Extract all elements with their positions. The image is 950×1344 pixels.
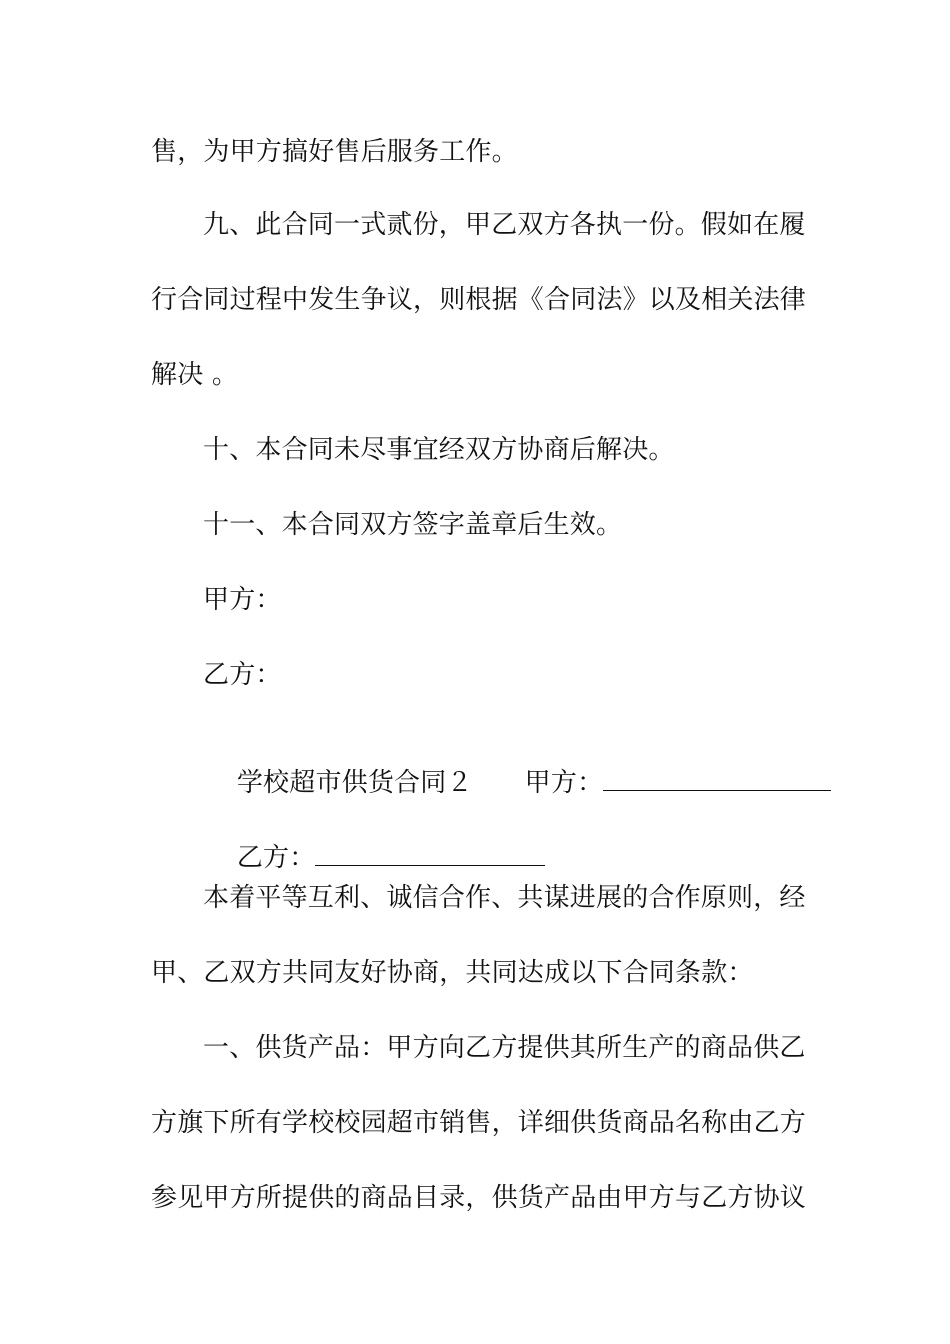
contract-2-title: 学校超市供货合同２: [236, 768, 473, 798]
preamble-line-1: 本着平等互利、诚信合作、共谋进展的合作原则，经: [203, 883, 806, 913]
clause-9-line-3: 解决 。: [151, 360, 239, 390]
clause-9-line-1: 九、此合同一式贰份，甲乙双方各执一份。假如在履: [203, 210, 806, 240]
text-line: 售，为甲方搞好售后服务工作。: [151, 137, 518, 167]
party-b-signature-label: 乙方：: [203, 660, 282, 690]
clause-1-line-1: 一、供货产品：甲方向乙方提供其所生产的商品供乙: [203, 1033, 806, 1063]
clause-1-line-3: 参见甲方所提供的商品目录，供货产品由甲方与乙方协议: [151, 1183, 807, 1213]
clause-11: 十一、本合同双方签字盖章后生效。: [203, 510, 623, 540]
party-b-blank: [315, 841, 545, 866]
clause-9-line-2: 行合同过程中发生争议，则根据《合同法》以及相关法律: [151, 285, 807, 315]
clause-10: 十、本合同未尽事宜经双方协商后解决。: [203, 435, 675, 465]
contract-2-party-b-label: 乙方：: [236, 843, 316, 873]
party-a-blank: [603, 766, 831, 791]
party-a-signature-label: 甲方：: [203, 585, 282, 615]
preamble-line-2: 甲、乙双方共同友好协商，共同达成以下合同条款：: [151, 958, 754, 988]
clause-1-line-2: 方旗下所有学校校园超市销售，详细供货商品名称由乙方: [151, 1108, 807, 1138]
contract-2-party-a-label: 甲方：: [524, 768, 604, 798]
